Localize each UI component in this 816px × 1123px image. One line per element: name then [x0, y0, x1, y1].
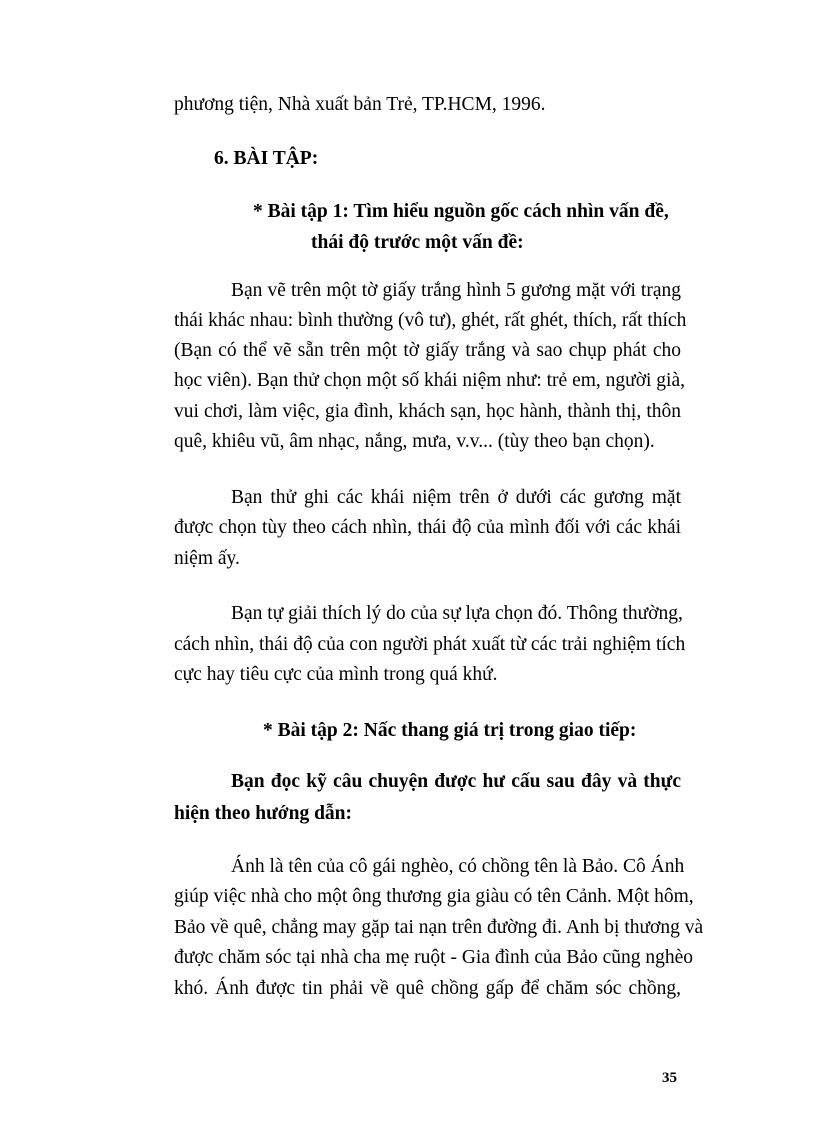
paragraph-line: (Bạn có thể vẽ sẵn trên một tờ giấy trắng và sao chụp phát cho — [174, 340, 681, 361]
exercise-1-title-line-1: * Bài tập 1: Tìm hiểu nguồn gốc cách nhìn vấn đề, — [253, 201, 669, 222]
paragraph-line: cách nhìn, thái độ của con người phát xuất từ các trải nghiệm tích — [174, 634, 686, 655]
story-line: được chăm sóc tại nhà cha mẹ ruột - Gia đình của Bảo cũng nghèo — [174, 947, 694, 968]
paragraph-line: học viên). Bạn thử chọn một số khái niệm như: trẻ em, người già, — [174, 370, 686, 391]
instruction-line: hiện theo hướng dẫn: — [174, 803, 353, 824]
story-line: giúp việc nhà cho một ông thương gia giàu có tên Cảnh. Một hôm, — [174, 886, 694, 907]
paragraph-line: được chọn tùy theo cách nhìn, thái độ của mình đối với các khái — [174, 517, 681, 538]
paragraph-line: Bạn thử ghi các khái niệm trên ở dưới các gương mặt — [231, 487, 681, 508]
paragraph-line: Bạn vẽ trên một tờ giấy trắng hình 5 gương mặt với trạng — [231, 280, 681, 301]
story-line: Ánh là tên của cô gái nghèo, có chồng tên là Bảo. Cô Ánh — [231, 856, 685, 877]
story-line: Bảo về quê, chẳng may gặp tai nạn trên đường đi. Anh bị thương và — [174, 917, 704, 938]
paragraph-line: quê, khiêu vũ, âm nhạc, nắng, mưa, v.v... (tùy theo bạn chọn). — [174, 431, 655, 452]
reference-continuation: phương tiện, Nhà xuất bản Trẻ, TP.HCM, 1996. — [174, 94, 546, 115]
paragraph-line: vui chơi, làm việc, gia đình, khách sạn, học hành, thành thị, thôn — [174, 401, 681, 422]
exercise-2-title: * Bài tập 2: Nấc thang giá trị trong giao tiếp: — [263, 720, 637, 741]
paragraph-line: niệm ấy. — [174, 548, 240, 569]
page-number: 35 — [662, 1070, 677, 1086]
section-heading: 6. BÀI TẬP: — [214, 148, 319, 169]
paragraph-line: cực hay tiêu cực của mình trong quá khứ. — [174, 664, 498, 685]
instruction-line: Bạn đọc kỹ câu chuyện được hư cấu sau đây và thực — [231, 771, 681, 792]
paragraph-line: Bạn tự giải thích lý do của sự lựa chọn đó. Thông thường, — [231, 603, 683, 624]
story-line: khó. Ánh được tin phải về quê chồng gấp để chăm sóc chồng, — [174, 978, 681, 999]
paragraph-line: thái khác nhau: bình thường (vô tư), ghét, rất ghét, thích, rất thích — [174, 310, 687, 331]
exercise-1-title-line-2: thái độ trước một vấn đề: — [311, 232, 524, 253]
